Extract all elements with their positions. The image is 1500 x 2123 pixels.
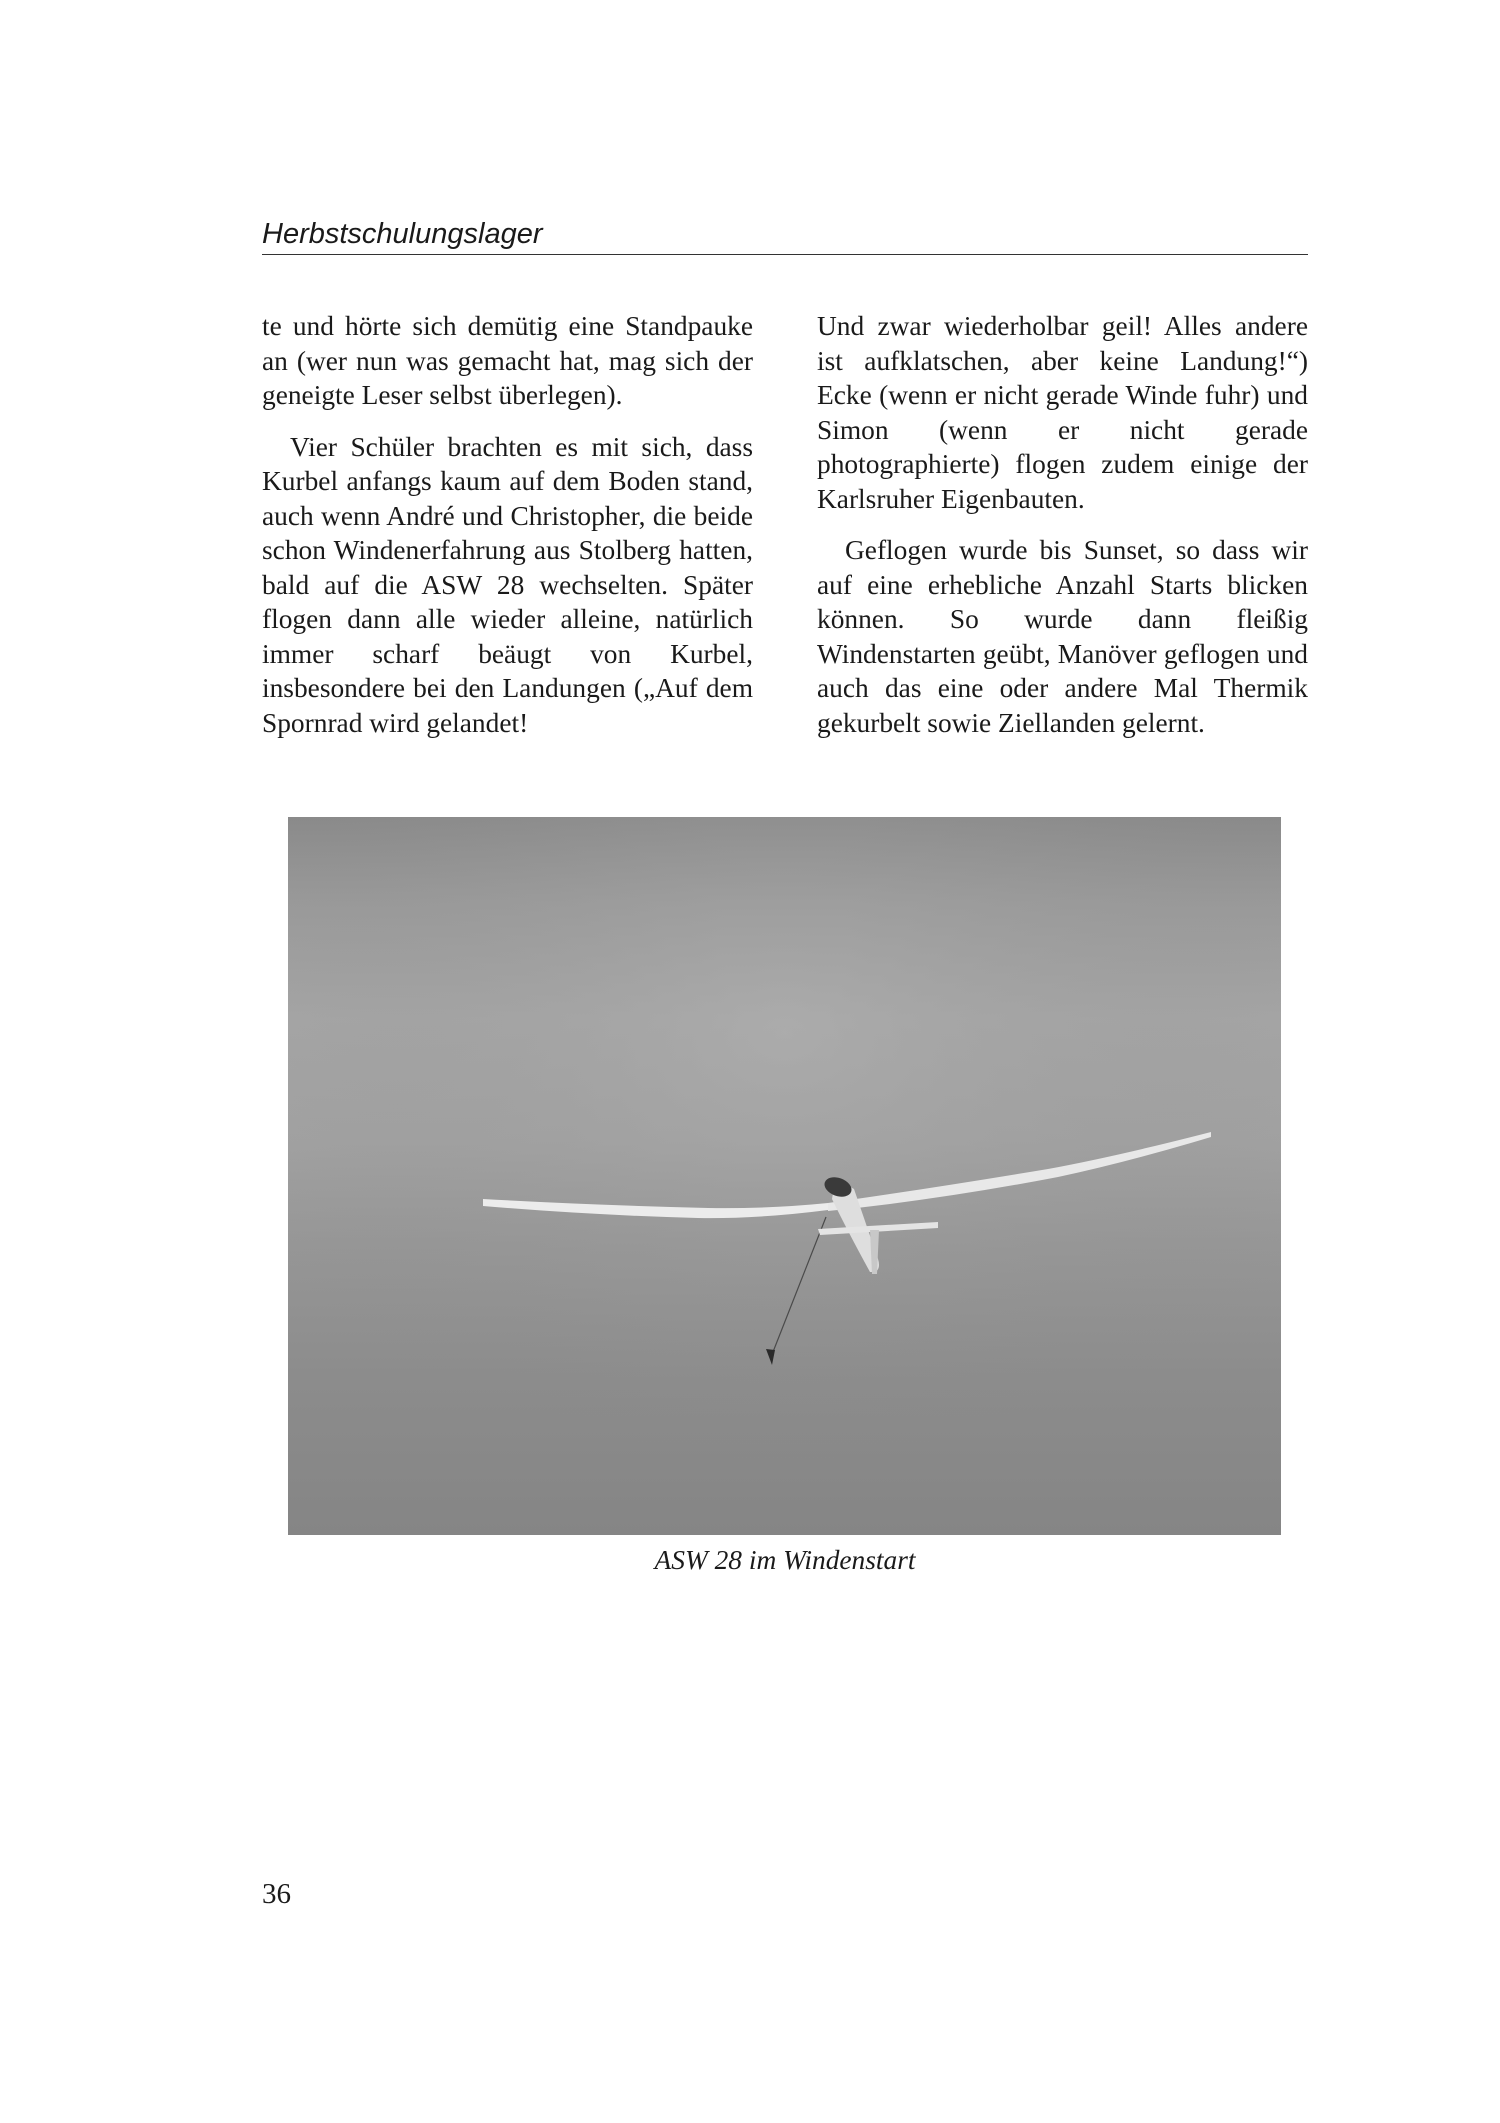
paragraph: Geflogen wurde bis Sunset, so dass wir auf eine erhebliche Anzahl Starts blicken können. So wurde dann fleißig Windenstarten geübt, Manöver geflogen und auch das eine oder andere Mal Thermik gekurbelt sowie Ziellanden gelernt.	[817, 535, 1308, 738]
paragraph: Vier Schüler brachten es mit sich, dass Kurbel anfangs kaum auf dem Boden stand, auch wenn André und Christopher, die beide schon Windenerfahrung aus Stolberg hatten, bald auf die ASW 28 wechselten. Später flogen dann alle wieder alleine, natürlich immer scharf beäugt von Kurbel, insbesondere bei den Landungen („Auf dem Spornrad wird gelandet!	[262, 431, 753, 738]
paragraph: te und hörte sich demütig eine Standpauke an (wer nun was gemacht hat, mag sich der geneigte Leser selbst überlegen).	[262, 311, 753, 410]
left-column	[262, 309, 753, 757]
glider-photo	[288, 817, 1281, 1535]
right-column	[817, 309, 1308, 757]
glider-illustration	[288, 817, 1281, 1535]
body-text	[262, 309, 1308, 757]
running-title: Herbstschulungslager	[262, 218, 543, 250]
paragraph: Und zwar wiederholbar geil! Alles andere ist aufklatschen, aber keine Landung!“) Ecke (wenn er nicht gerade Winde fuhr) und Simon (wenn er nicht gerade photographierte) flogen zudem einige der Karlsruher Eigenbauten.	[817, 311, 1308, 514]
figure-caption: ASW 28 im Windenstart	[654, 1545, 916, 1575]
running-header	[262, 214, 1308, 255]
page-number: 36	[262, 1878, 291, 1910]
